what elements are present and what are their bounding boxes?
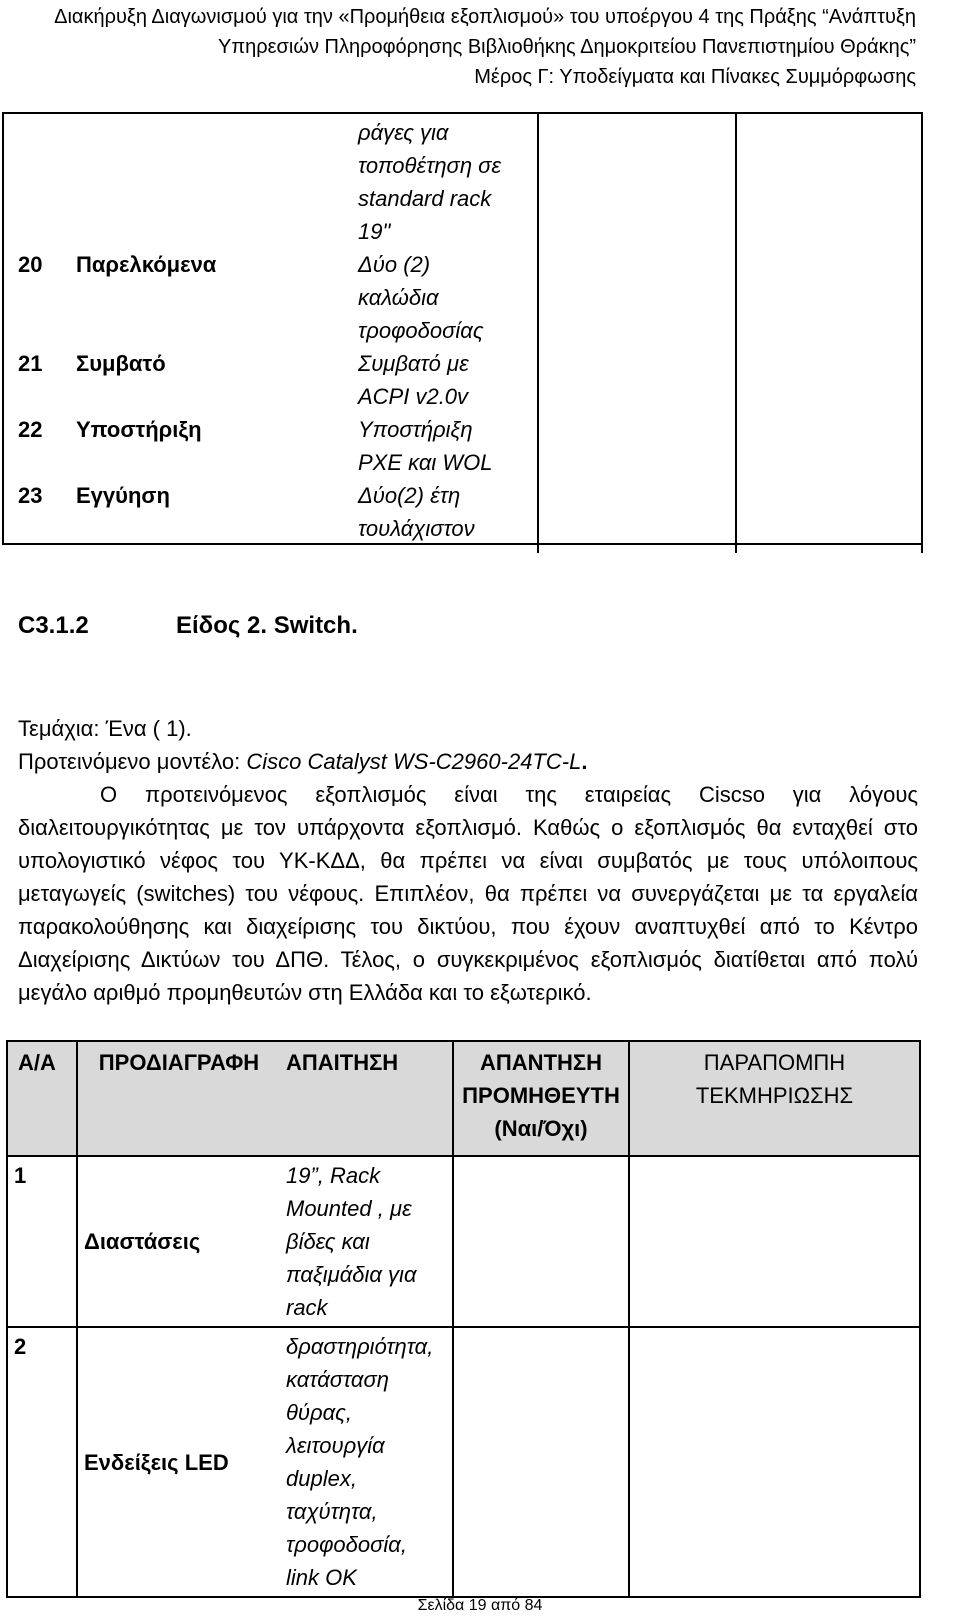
header-requirement: ΑΠΑΙΤΗΣΗ [280,1041,453,1156]
header-line-1: Διακήρυξη Διαγωνισμού για την «Προμήθεια εξοπλισμού» του υποέργου 4 της Πράξης “Ανάπτυξη [54,6,916,28]
model-label: Προτεινόμενο μοντέλο: [18,749,247,774]
header-reference: ΠΑΡΑΠΟΜΠΗ ΤΕΚΜΗΡΙΩΣΗΣ [629,1041,920,1156]
table-row [2,112,922,248]
model-dot: . [581,749,588,774]
reference-cell[interactable] [629,1327,920,1597]
reference-cell[interactable] [629,1156,920,1327]
table-row [7,1156,920,1327]
row-number: 2 [7,1327,77,1597]
row-requirement: 19”, Rack Mounted , με βίδες και παξιμάδια για rack [280,1156,453,1327]
model-line [18,745,918,778]
header-line-3: Μέρος Γ: Υποδείγματα και Πίνακες Συμμόρφωσης [474,66,916,88]
section-title: Είδος 2. Switch. [176,612,358,639]
row-number: 20 [18,252,43,277]
row-spec: Συμβατό [76,351,166,376]
description-paragraph: Ο προτεινόμενος εξοπλισμός είναι της εταιρείας Ciscso για λόγους διαλειτουργικότητας με τον υπάρχοντα εξοπλισμό. Καθώς ο εξοπλισμός θα ενταχθεί στο υπολογιστικό νέφος του ΥΚ-ΚΔΔ, θα πρέπει να είναι συμβατός με τους υπόλοιπους μεταγωγείς (switches) του νέφους. Επιπλέον, θα πρέπει να συνεργάζεται με τα εργαλεία παρακολούθησης και διαχείρισης του δικτύου, που έχουν αναπτυχθεί από το Κέντρο Διαχείρισης Δικτύων του ΔΠΘ. Τέλος, ο συγκεκριμένος εξοπλισμός διατίθεται από πολύ μεγάλο αριθμό προμηθευτών στη Ελλάδα και το εξωτερικό. [18,782,918,1005]
header-answer: ΑΠΑΝΤΗΣΗ ΠΡΟΜΗΘΕΥΤΗ (Ναι/Όχι) [453,1041,629,1156]
row-requirement: Δύο(2) έτη τουλάχιστον [358,483,475,541]
row-number: 22 [18,417,43,442]
table-header-row [7,1041,920,1156]
answer-cell[interactable] [538,112,736,553]
row-number: 21 [18,351,43,376]
prev-compliance-table [2,112,923,553]
spec-compliance-table [6,1040,921,1598]
header-spec: ΠΡΟΔΙΑΓΡΑΦΗ [77,1041,280,1156]
header-line-2: Υπηρεσιών Πληροφόρησης Βιβλιοθήκης Δημοκριτείου Πανεπιστημίου Θράκης” [217,36,916,58]
page-header [54,2,916,92]
row-number: 1 [7,1156,77,1327]
row-requirement: δραστηριότητα, κατάσταση θύρας, λειτουργία duplex, ταχύτητα, τροφοδοσία, link OK [280,1327,453,1597]
model-value: Cisco Catalyst WS-C2960-24TC-L [246,749,582,774]
row-number: 23 [18,483,43,508]
row-spec: Παρελκόμενα [76,252,217,277]
table-row [7,1327,920,1597]
row-requirement: Υποστήριξη PXE και WOL [358,417,493,475]
row-spec: Ενδείξεις LED [77,1327,280,1597]
reference-cell[interactable] [736,112,922,553]
row-number [2,112,76,248]
section-number: C3.1.2 [18,612,89,639]
header-aa: Α/Α [7,1041,77,1156]
row-spec: Υποστήριξη [76,417,202,442]
row-spec [76,112,356,248]
section-heading [18,612,358,640]
quantity-text: Τεμάχια: Ένα ( 1). [18,716,192,741]
row-requirement: ράγες για τοποθέτηση σε standard rack 19" [358,120,502,244]
page-number: Σελίδα 19 από 84 [417,1597,543,1614]
answer-cell[interactable] [453,1327,629,1597]
row-spec: Εγγύηση [76,483,170,508]
row-requirement: Συμβατό με ACPI v2.0v [358,351,469,409]
row-spec: Διαστάσεις [77,1156,280,1327]
row-requirement: Δύο (2) καλώδια τροφοδοσίας [358,252,484,343]
answer-cell[interactable] [453,1156,629,1327]
